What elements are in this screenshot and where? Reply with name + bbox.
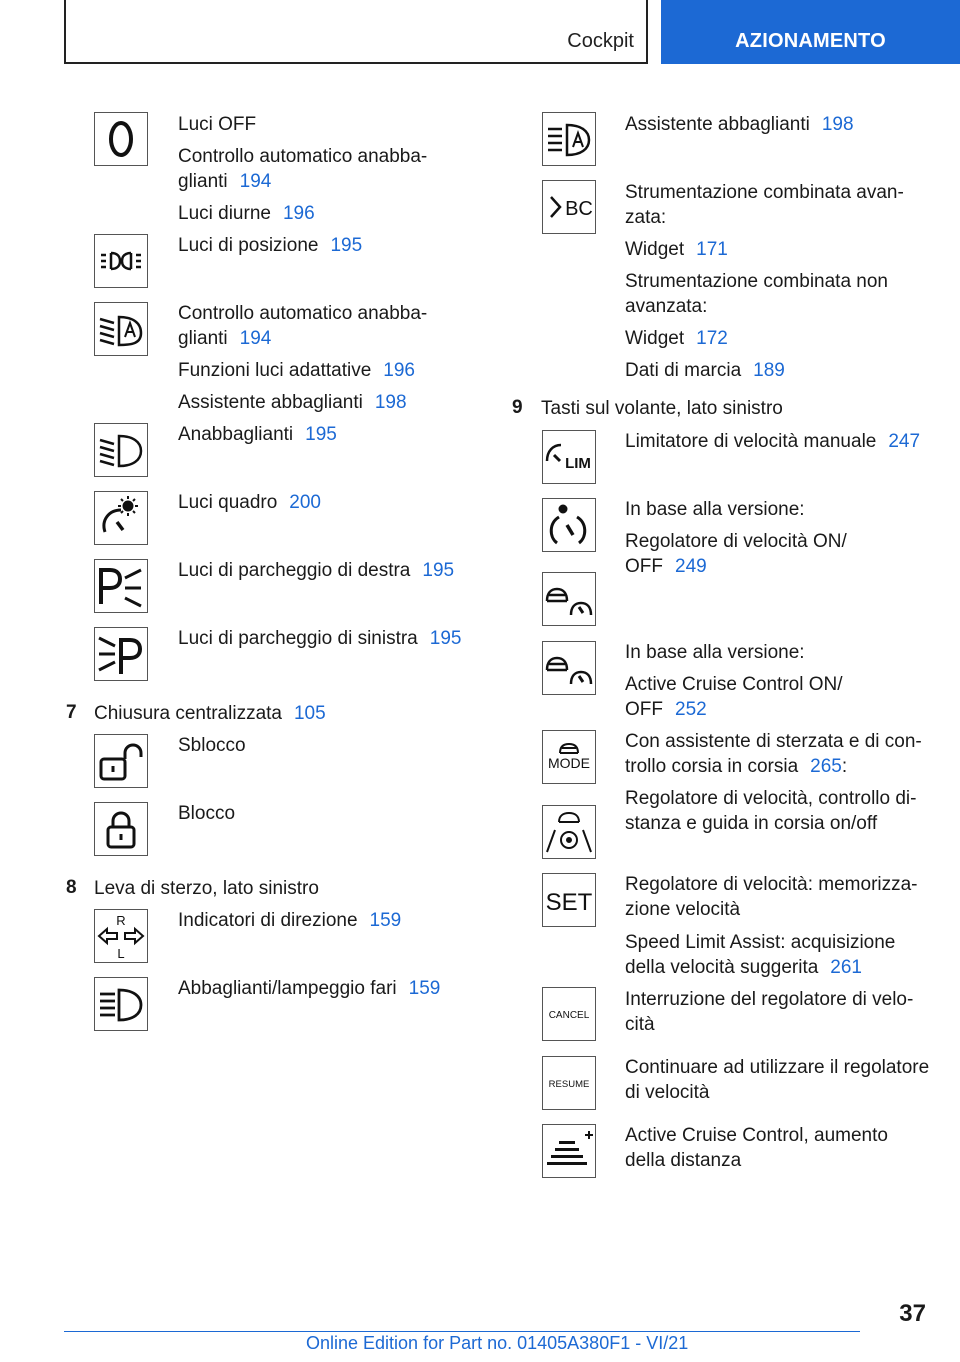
page-ref-195[interactable]: 195: [330, 235, 363, 256]
entry-lights-off: Luci OFF: [178, 114, 257, 135]
high-beam-icon: [94, 977, 148, 1031]
side-lights-icon: [94, 234, 148, 288]
header-chapter-box: [64, 0, 648, 64]
section-steering-buttons-left: Tasti sul volante, lato sinistro: [541, 398, 783, 419]
page-ref-200[interactable]: 200: [289, 492, 321, 513]
svg-text:L: L: [117, 946, 125, 961]
cancel-button-icon: [542, 987, 596, 1041]
turn-signal-icon: [94, 909, 148, 963]
entry-low-beam: Anabbaglianti 195: [178, 424, 337, 445]
r-entry-standard-cluster: Strumentazione combinata non avanzata:: [625, 271, 888, 317]
r-entry-cancel-cruise: Interruzione del regolatore di velo- cità: [625, 989, 914, 1035]
section-number-8: 8: [66, 877, 77, 898]
r-entry-acc-on-off: Active Cruise Control ON/ OFF 252: [625, 674, 843, 720]
r-entry-manual-speed-limiter: Limitatore di velocità manuale 247: [625, 431, 921, 452]
r-entry-speed-limit-assist: Speed Limit Assist: acquisizione della velocità suggerita 261: [625, 932, 896, 978]
section-number-7: 7: [66, 702, 77, 723]
header-section: AZIONAMENTO: [735, 30, 886, 52]
unlock-icon: [94, 734, 148, 788]
entry-auto-low-beam-2: Controllo automatico anabba- glianti 194: [178, 303, 428, 349]
r-entry-trip-data: Dati di marcia 189: [625, 360, 785, 381]
svg-text:BC: BC: [565, 198, 593, 220]
header-section-box: [661, 0, 960, 64]
entry-high-beam-assist: Assistente abbaglianti 198: [178, 392, 407, 413]
speed-limiter-icon: [542, 430, 596, 484]
page-ref-194[interactable]: 194: [239, 171, 272, 192]
page-ref-196[interactable]: 196: [282, 203, 315, 224]
page-number: 37: [899, 1300, 926, 1327]
footer-edition: Online Edition for Part no. 01405A380F1 - VI/21: [306, 1333, 689, 1353]
bc-button-icon: [542, 180, 596, 234]
instrument-lighting-icon: [94, 491, 148, 545]
r-entry-cruise-on-off: Regolatore di velocità ON/ OFF 249: [625, 531, 847, 577]
page-ref-195[interactable]: 195: [305, 424, 337, 445]
page-ref-195[interactable]: 195: [429, 628, 462, 649]
page-ref-196[interactable]: 196: [383, 360, 415, 381]
cruise-car-icon: [542, 572, 596, 626]
entry-turn-signals: Indicatori di direzione 159: [178, 910, 402, 931]
mode-button-icon: [542, 730, 596, 784]
active-cruise-icon: [542, 641, 596, 695]
svg-text:SET: SET: [545, 889, 593, 916]
entry-parking-right: Luci di parcheggio di destra 195: [178, 560, 455, 581]
svg-text:R: R: [116, 913, 126, 928]
section-central-locking: Chiusura centralizzata 105: [94, 703, 326, 724]
header-chapter: Cockpit: [567, 30, 634, 52]
r-entry-advanced-cluster: Strumentazione combinata avan- zata:: [625, 182, 904, 228]
r-entry-distance-lane-toggle: Regolatore di velocità, controllo di- stanza e guida in corsia on/off: [625, 788, 917, 834]
entry-high-beam-flash: Abbaglianti/lampeggio fari 159: [178, 978, 441, 999]
entry-unlock: Sblocco: [178, 735, 246, 756]
svg-text:LIM: LIM: [565, 455, 591, 472]
distance-increase-icon: [542, 1124, 596, 1178]
lock-icon: [94, 802, 148, 856]
page-ref-252[interactable]: 252: [675, 699, 707, 720]
r-entry-store-speed: Regolatore di velocità: memorizza- zione velocità: [625, 874, 918, 920]
page-ref-249[interactable]: 249: [675, 556, 707, 577]
entry-instrument-lighting: Luci quadro 200: [178, 492, 321, 513]
resume-button-icon: [542, 1056, 596, 1110]
entry-daytime-lights: Luci diurne 196: [178, 203, 315, 224]
r-entry-version-1: In base alla versione:: [625, 499, 805, 520]
high-beam-assist-icon: [542, 112, 596, 166]
svg-text:CANCEL: CANCEL: [548, 1010, 590, 1021]
section-number-9: 9: [512, 397, 523, 418]
page-ref-265[interactable]: 265: [810, 756, 842, 777]
r-entry-widget-171: Widget 171: [625, 239, 728, 260]
set-button-icon: [542, 873, 596, 927]
page-ref-159[interactable]: 159: [408, 978, 441, 999]
entry-parking-left: Luci di parcheggio di sinistra 195: [178, 628, 462, 649]
page-ref-198[interactable]: 198: [374, 392, 407, 413]
page-ref-172[interactable]: 172: [696, 328, 728, 349]
page-ref-195[interactable]: 195: [422, 560, 455, 581]
page-ref-171[interactable]: 171: [696, 239, 728, 260]
r-entry-acc-increase-distance: Active Cruise Control, aumento della distanza: [625, 1125, 888, 1171]
page-ref-247[interactable]: 247: [888, 431, 921, 452]
footer-divider: [64, 1331, 860, 1332]
auto-headlight-icon: [94, 302, 148, 356]
page-ref-198[interactable]: 198: [821, 114, 854, 135]
r-entry-high-beam-assist: Assistente abbaglianti 198: [625, 114, 854, 135]
entry-lock: Blocco: [178, 803, 236, 824]
r-entry-resume-cruise: Continuare ad utilizzare il regolatore di velocità: [625, 1057, 930, 1103]
page-ref-105[interactable]: 105: [293, 703, 326, 724]
entry-auto-low-beam-1: Controllo automatico anabba- glianti 194: [178, 146, 428, 192]
r-entry-widget-172: Widget 172: [625, 328, 728, 349]
parking-right-icon: [94, 559, 148, 613]
section-steering-lever-left: Leva di sterzo, lato sinistro: [94, 878, 319, 899]
page-ref-194[interactable]: 194: [239, 328, 272, 349]
cruise-control-icon: [542, 498, 596, 552]
page-ref-261[interactable]: 261: [830, 957, 862, 978]
low-beam-icon: [94, 423, 148, 477]
lights-off-icon: [94, 112, 148, 166]
r-entry-steering-lane-assist: Con assistente di sterzata e di con- trollo corsia in corsia 265:: [625, 731, 922, 777]
entry-adaptive-light: Funzioni luci adattative 196: [178, 360, 415, 381]
page-ref-159[interactable]: 159: [369, 910, 402, 931]
entry-position-lights: Luci di posizione 195: [178, 235, 363, 256]
page-ref-189[interactable]: 189: [753, 360, 785, 381]
parking-left-icon: [94, 627, 148, 681]
r-entry-version-2: In base alla versione:: [625, 642, 805, 663]
svg-text:MODE: MODE: [548, 755, 590, 771]
svg-text:RESUME: RESUME: [548, 1079, 590, 1090]
lane-guidance-icon: [542, 805, 596, 859]
